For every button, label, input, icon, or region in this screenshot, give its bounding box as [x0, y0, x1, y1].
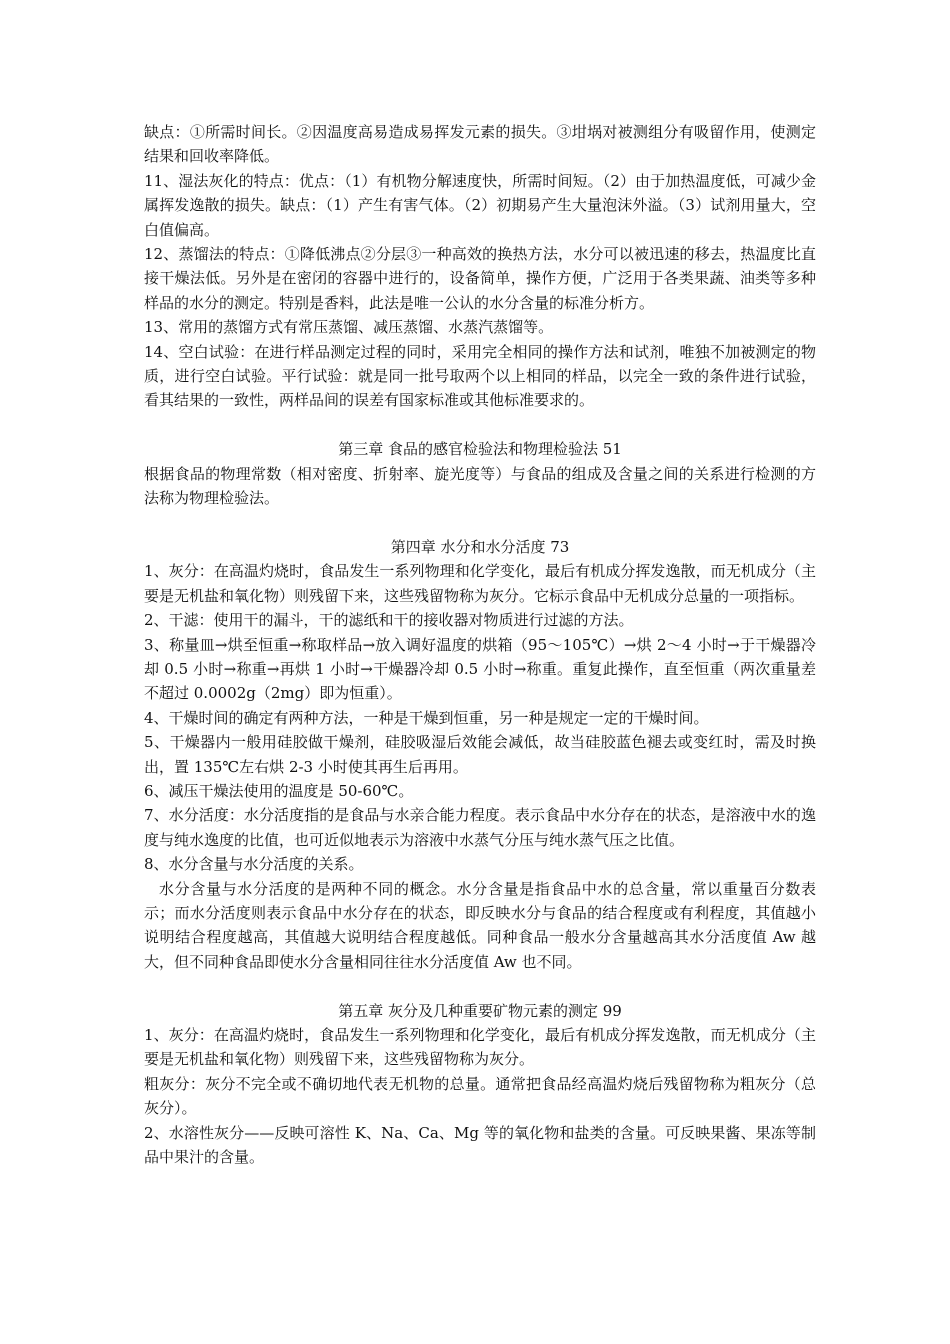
paragraph: 13、常用的蒸馏方式有常压蒸馏、减压蒸馏、水蒸汽蒸馏等。 [144, 318, 554, 337]
paragraph: 粗灰分：灰分不完全或不确切地代表无机物的总量。通常把食品经高温灼烧后残留物称为粗灰分（总灰分）。 [144, 1074, 816, 1118]
paragraph: 8、水分含量与水分活度的关系。 [144, 855, 364, 874]
spacer [144, 413, 816, 437]
paragraph: 6、减压干燥法使用的温度是 50-60℃。 [144, 781, 414, 800]
paragraph: 2、水溶性灰分——反映可溶性 K、Na、Ca、Mg 等的氧化物和盐类的含量。可反映果酱、果冻等制品中果汁的含量。 [144, 1123, 816, 1167]
spacer [144, 974, 816, 998]
paragraph: 3、称量皿→烘至恒重→称取样品→放入调好温度的烘箱（95～105℃）→烘 2～4 小时→于干燥器冷却 0.5 小时→称重→再烘 1 小时→干燥器冷却 0.5 小时→称重。重复此操作，直至恒重（两次重量差不超过 0.0002g（2mg）即为恒重）。 [144, 635, 816, 703]
paragraph: 根据食品的物理常数（相对密度、折射率、旋光度等）与食品的组成及含量之间的关系进行检测的方法称为物理检验法。 [144, 464, 816, 508]
chapter-3-title: 第三章 食品的感官检验法和物理检验法 51 [338, 440, 622, 459]
paragraph: 14、空白试验：在进行样品测定过程的同时，采用完全相同的操作方法和试剂，唯独不加被测定的物质，进行空白试验。平行试验：就是同一批号取两个以上相同的样品，以完全一致的条件进行试验，看其结果的一致性，两样品间的误差有国家标准或其他标准要求的。 [144, 342, 816, 410]
spacer [144, 510, 816, 534]
indented-paragraph: 水分含量与水分活度的是两种不同的概念。水分含量是指食品中水的总含量，常以重量百分数表示；而水分活度则表示食品中水分存在的状态，即反映水分与食品的结合程度或有利程度，其值越小说明结合程度越高，其值越大说明结合程度越低。同种食品一般水分含量越高其水分活度值 Aw 越大，但不同种食品即使水分含量相同往往水分活度值 Aw 也不同。 [144, 879, 816, 971]
paragraph: 7、水分活度：水分活度指的是食品与水亲合能力程度。表示食品中水分存在的状态，是溶液中水的逸度与纯水逸度的比值，也可近似地表示为溶液中水蒸气分压与纯水蒸气压之比值。 [144, 806, 816, 849]
paragraph: 1、灰分：在高温灼烧时，食品发生一系列物理和化学变化，最后有机成分挥发逸散，而无机成分（主要是无机盐和氧化物）则残留下来，这些残留物称为灰分。它标示食品中无机成分总量的一项指标。 [144, 562, 816, 605]
paragraph: 12、蒸馏法的特点：①降低沸点②分层③一种高效的换热方法，水分可以被迅速的移去，热温度比直接干燥法低。另外是在密闭的容器中进行的，设备简单，操作方便，广泛用于各类果蔬、油类等多种样品的水分的测定。特别是香料，此法是唯一公认的水分含量的标准分析方。 [144, 245, 816, 312]
chapter-5-title: 第五章 灰分及几种重要矿物元素的测定 99 [338, 1001, 622, 1020]
paragraph: 缺点：①所需时间长。②因温度高易造成易挥发元素的损失。③坩埚对被测组分有吸留作用，使测定结果和回收率降低。 [144, 123, 816, 166]
paragraph: 1、灰分：在高温灼烧时，食品发生一系列物理和化学变化，最后有机成分挥发逸散，而无机成分（主要是无机盐和氧化物）则残留下来，这些残留物称为灰分。 [144, 1025, 816, 1069]
paragraph: 11、湿法灰化的特点：优点：（1）有机物分解速度快，所需时间短。（2）由于加热温度低，可减少金属挥发逸散的损失。缺点：（1）产生有害气体。（2）初期易产生大量泡沫外溢。（3）试剂用量大，空白值偏高。 [144, 171, 816, 239]
chapter-4-title: 第四章 水分和水分活度 73 [390, 537, 570, 556]
paragraph: 2、干滤：使用干的漏斗，干的滤纸和干的接收器对物质进行过滤的方法。 [144, 611, 634, 630]
document-page [144, 120, 816, 1169]
paragraph: 4、干燥时间的确定有两种方法，一种是干燥到恒重，另一种是规定一定的干燥时间。 [144, 708, 709, 727]
paragraph: 5、干燥器内一般用硅胶做干燥剂，硅胶吸湿后效能会减低，故当硅胶蓝色褪去或变红时，需及时换出，置 135℃左右烘 2-3 小时使其再生后再用。 [144, 733, 816, 776]
